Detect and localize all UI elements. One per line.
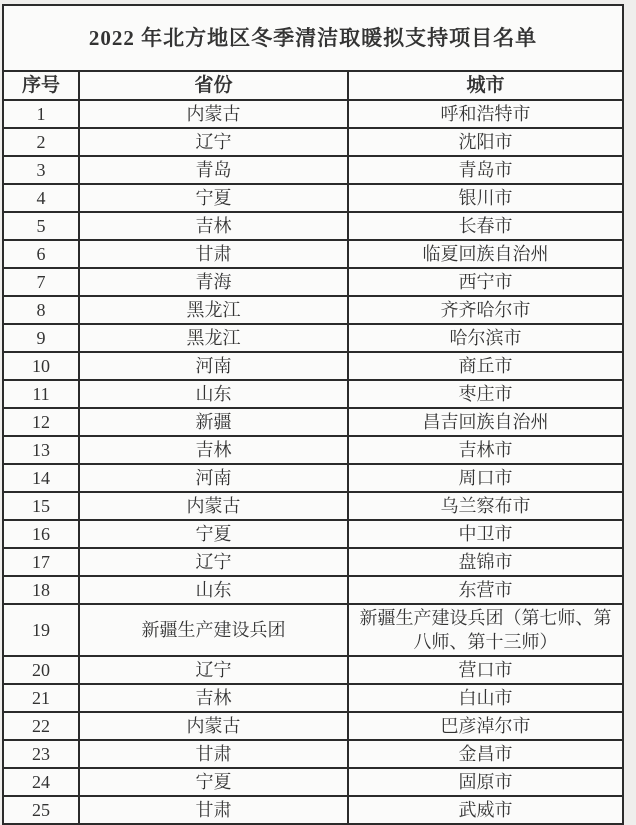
city-cell: 青岛市	[348, 156, 623, 184]
city-cell: 东营市	[348, 576, 623, 604]
city-cell: 周口市	[348, 464, 623, 492]
table-row	[3, 492, 623, 520]
city-cell: 金昌市	[348, 740, 623, 768]
table-row	[3, 604, 623, 656]
row-index-cell: 11	[3, 380, 79, 408]
province-cell: 吉林	[79, 212, 348, 240]
row-index-cell: 16	[3, 520, 79, 548]
province-cell: 黑龙江	[79, 296, 348, 324]
city-cell: 新疆生产建设兵团（第七师、第八师、第十三师）	[348, 604, 623, 656]
table-row	[3, 712, 623, 740]
province-cell: 宁夏	[79, 768, 348, 796]
city-cell: 昌吉回族自治州	[348, 408, 623, 436]
province-cell: 山东	[79, 380, 348, 408]
province-cell: 内蒙古	[79, 712, 348, 740]
city-cell: 巴彦淖尔市	[348, 712, 623, 740]
table-row	[3, 684, 623, 712]
row-index-cell: 1	[3, 100, 79, 128]
province-cell: 辽宁	[79, 128, 348, 156]
table-row	[3, 740, 623, 768]
row-index-cell: 17	[3, 548, 79, 576]
province-cell: 辽宁	[79, 656, 348, 684]
city-cell: 沈阳市	[348, 128, 623, 156]
province-cell: 内蒙古	[79, 492, 348, 520]
table-row	[3, 656, 623, 684]
table-row	[3, 436, 623, 464]
row-index-cell: 22	[3, 712, 79, 740]
province-cell: 宁夏	[79, 520, 348, 548]
province-cell: 甘肃	[79, 796, 348, 824]
province-cell: 新疆	[79, 408, 348, 436]
city-cell: 白山市	[348, 684, 623, 712]
table-row	[3, 324, 623, 352]
city-cell: 枣庄市	[348, 380, 623, 408]
row-index-cell: 19	[3, 604, 79, 656]
title-row	[3, 5, 623, 71]
row-index-cell: 5	[3, 212, 79, 240]
header-province: 省份	[79, 71, 348, 100]
row-index-cell: 4	[3, 184, 79, 212]
row-index-cell: 14	[3, 464, 79, 492]
header-city: 城市	[348, 71, 623, 100]
table-row	[3, 352, 623, 380]
table-title: 2022 年北方地区冬季清洁取暖拟支持项目名单	[3, 5, 623, 71]
table-row	[3, 796, 623, 824]
city-cell: 银川市	[348, 184, 623, 212]
row-index-cell: 15	[3, 492, 79, 520]
table-body	[3, 100, 623, 824]
table-row	[3, 768, 623, 796]
row-index-cell: 9	[3, 324, 79, 352]
row-index-cell: 8	[3, 296, 79, 324]
row-index-cell: 20	[3, 656, 79, 684]
province-cell: 河南	[79, 464, 348, 492]
header-row	[3, 71, 623, 100]
row-index-cell: 13	[3, 436, 79, 464]
province-cell: 辽宁	[79, 548, 348, 576]
province-cell: 吉林	[79, 436, 348, 464]
province-cell: 甘肃	[79, 240, 348, 268]
table-row	[3, 464, 623, 492]
heating-projects-table	[2, 4, 624, 825]
table-row	[3, 240, 623, 268]
province-cell: 河南	[79, 352, 348, 380]
table-row	[3, 576, 623, 604]
city-cell: 中卫市	[348, 520, 623, 548]
row-index-cell: 2	[3, 128, 79, 156]
province-cell: 宁夏	[79, 184, 348, 212]
city-cell: 固原市	[348, 768, 623, 796]
table-row	[3, 548, 623, 576]
row-index-cell: 18	[3, 576, 79, 604]
table-row	[3, 520, 623, 548]
city-cell: 盘锦市	[348, 548, 623, 576]
city-cell: 西宁市	[348, 268, 623, 296]
table-row	[3, 156, 623, 184]
province-cell: 青岛	[79, 156, 348, 184]
province-cell: 内蒙古	[79, 100, 348, 128]
table-row	[3, 128, 623, 156]
table-row	[3, 380, 623, 408]
table-row	[3, 296, 623, 324]
table-row	[3, 268, 623, 296]
row-index-cell: 25	[3, 796, 79, 824]
row-index-cell: 23	[3, 740, 79, 768]
province-cell: 吉林	[79, 684, 348, 712]
row-index-cell: 12	[3, 408, 79, 436]
table-row	[3, 408, 623, 436]
city-cell: 营口市	[348, 656, 623, 684]
row-index-cell: 7	[3, 268, 79, 296]
row-index-cell: 10	[3, 352, 79, 380]
city-cell: 长春市	[348, 212, 623, 240]
header-index: 序号	[3, 71, 79, 100]
row-index-cell: 24	[3, 768, 79, 796]
table-row	[3, 184, 623, 212]
province-cell: 黑龙江	[79, 324, 348, 352]
table-row	[3, 100, 623, 128]
city-cell: 乌兰察布市	[348, 492, 623, 520]
city-cell: 武威市	[348, 796, 623, 824]
city-cell: 商丘市	[348, 352, 623, 380]
table-row	[3, 212, 623, 240]
row-index-cell: 3	[3, 156, 79, 184]
city-cell: 临夏回族自治州	[348, 240, 623, 268]
row-index-cell: 21	[3, 684, 79, 712]
city-cell: 齐齐哈尔市	[348, 296, 623, 324]
city-cell: 呼和浩特市	[348, 100, 623, 128]
province-cell: 甘肃	[79, 740, 348, 768]
city-cell: 吉林市	[348, 436, 623, 464]
province-cell: 山东	[79, 576, 348, 604]
row-index-cell: 6	[3, 240, 79, 268]
city-cell: 哈尔滨市	[348, 324, 623, 352]
province-cell: 青海	[79, 268, 348, 296]
province-cell: 新疆生产建设兵团	[79, 604, 348, 656]
